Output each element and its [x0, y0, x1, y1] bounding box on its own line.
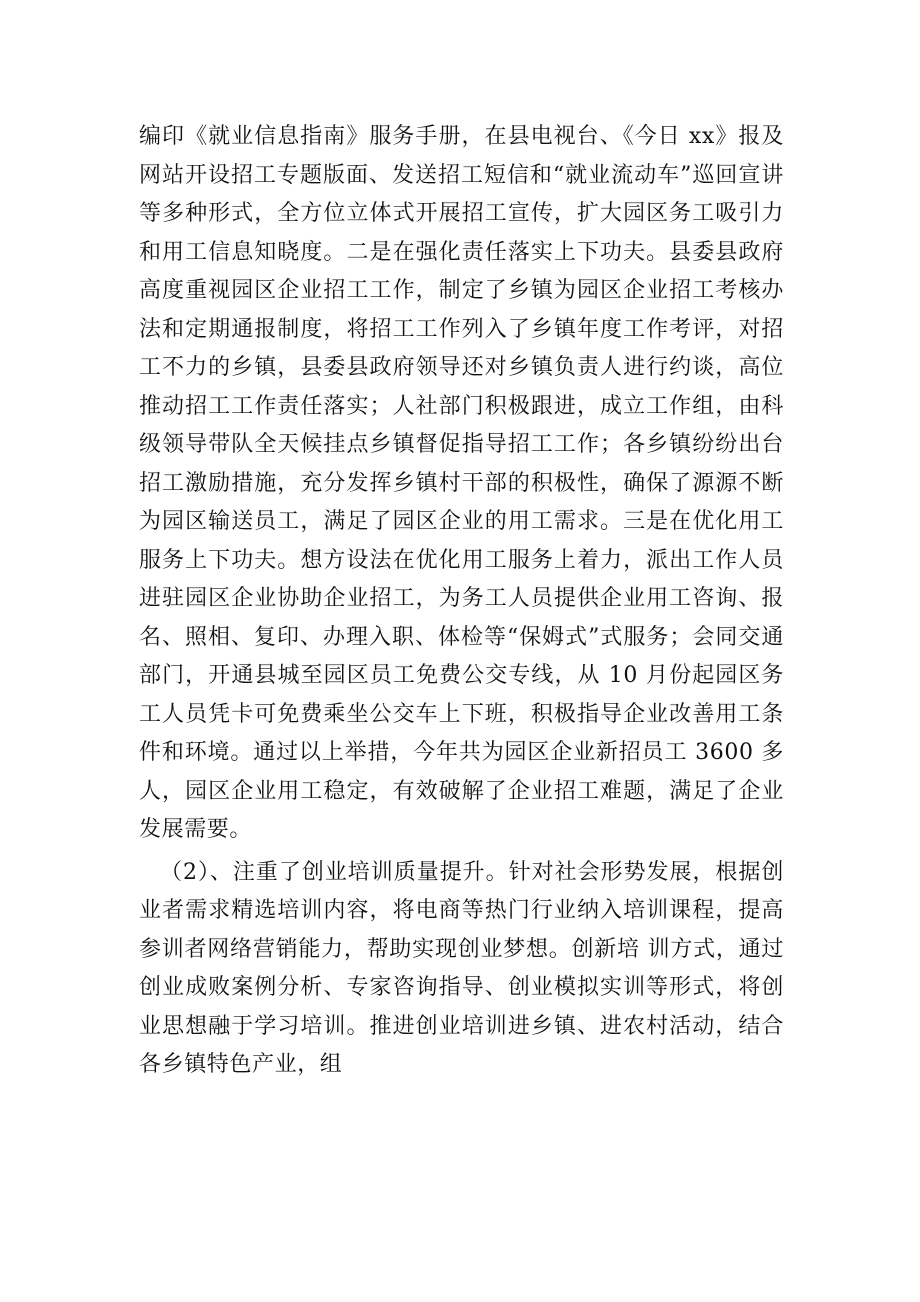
paragraph-recruitment: 编印《就业信息指南》服务手册，在县电视台、《今日 xx》报及网站开设招工专题版面、发送招工短信和“就业流动车”巡回宣讲等多种形式，全方位立体式开展招工宣传，扩大园区务工吸引力和用工信息知晓度。二是在强化责任落实上下功夫。县委县政府高度重视园区企业招工工作，制定了乡镇为园区企业招工考核办法和定期通报制度，将招工工作列入了乡镇年度工作考评，对招工不力的乡镇，县委县政府领导还对乡镇负责人进行约谈，高位推动招工工作责任落实；人社部门积极跟进，成立工作组，由科级领导带队全天候挂点乡镇督促指导招工工作；各乡镇纷纷出台招工激励措施，充分发挥乡镇村干部的积极性，确保了源源不断为园区输送员工，满足了园区企业的用工需求。三是在优化用工服务上下功夫。想方设法在优化用工服务上着力，派出工作人员进驻园区企业协助企业招工，为务工人员提供企业用工咨询、报名、照相、复印、办理入职、体检等“保姆式”式服务；会同交通部门，开通县城至园区员工免费公交专线，从 10 月份起园区务工人员凭卡可免费乘坐公交车上下班，积极指导企业改善用工条件和环境。通过以上举措，今年共为园区企业新招员工 3600 多人，园区企业用工稳定，有效破解了企业招工难题，满足了企业发展需要。: [139, 124, 784, 842]
document-body: [139, 118, 784, 1085]
paragraph-entrepreneurship-training: （2）、注重了创业培训质量提升。针对社会形势发展，根据创业者需求精选培训内容，将电商等热门行业纳入培训课程，提高参训者网络营销能力，帮助实现创业梦想。创新培 训方式，通过创业成败案例分析、专家咨询指导、创业模拟实训等形式，将创业思想融于学习培训。推进创业培训进乡镇、进农村活动，结合各乡镇特色产业，组: [139, 859, 784, 1077]
